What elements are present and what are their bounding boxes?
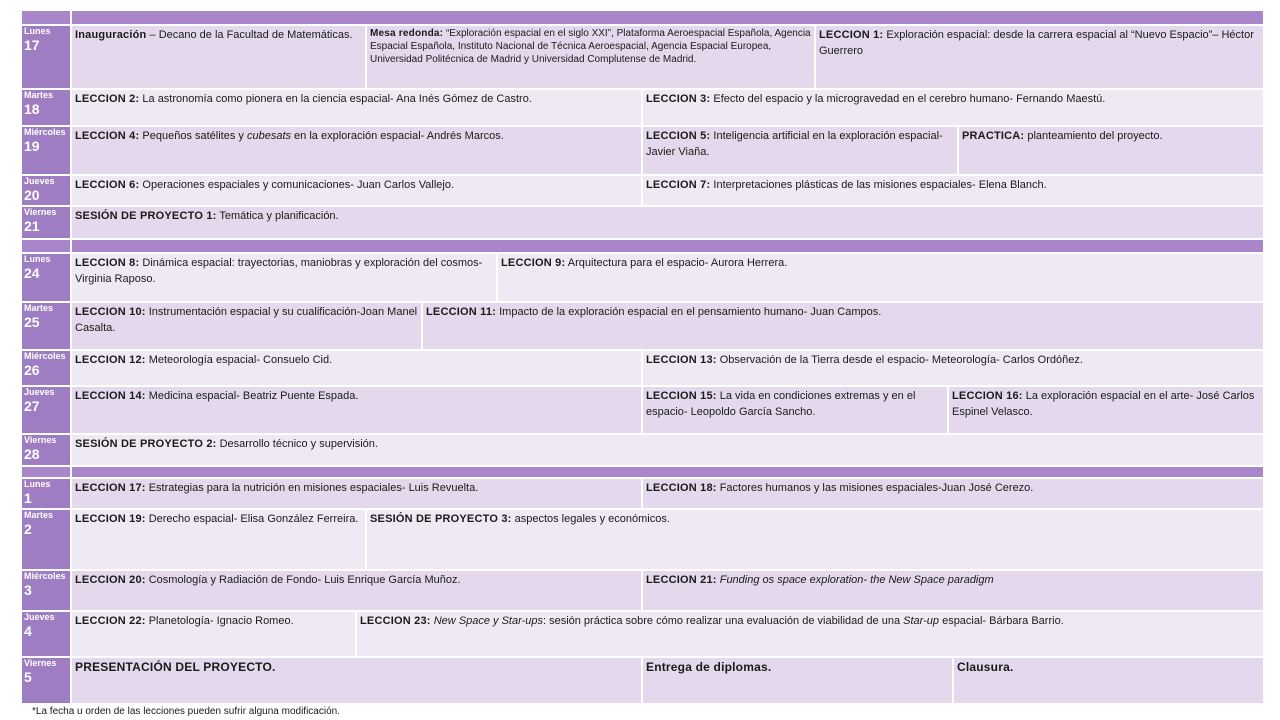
session-label: LECCION 16: — [952, 390, 1023, 402]
day-label-cell — [21, 386, 71, 434]
session-label: Entrega de diplomas. — [646, 660, 772, 674]
session-description: Desarrollo técnico y supervisión. — [216, 438, 378, 450]
weekday-name: Lunes — [24, 26, 51, 36]
session-description: Observación de la Tierra desde el espacio- Meteorología- Carlos Ordóñez. — [716, 354, 1083, 366]
day-label-cell — [21, 206, 71, 239]
session-cell — [958, 126, 1264, 175]
day-label-cell — [21, 253, 71, 302]
session-cell — [356, 611, 1264, 657]
weekday-name: Viernes — [24, 207, 57, 217]
week-separator — [71, 466, 1264, 478]
week-separator-day-col — [21, 10, 71, 25]
weekday-name: Martes — [24, 510, 54, 520]
session-label: LECCION 2: — [75, 93, 140, 105]
day-label-cell — [21, 175, 71, 206]
session-cell — [71, 302, 422, 350]
footnote: *La fecha u orden de las lecciones pueden sufrir alguna modificación. — [32, 706, 340, 717]
session-label: SESIÓN DE PROYECTO 2: — [75, 438, 217, 450]
session-label: LECCION 9: — [501, 257, 566, 269]
day-number: 1 — [24, 490, 32, 506]
session-description: Efecto del espacio y la microgravedad en el cerebro humano- Fernando Maestú. — [710, 93, 1106, 105]
session-description: La exploración espacial en el arte- José Carlos Espinel Velasco. — [952, 390, 1255, 418]
session-label: LECCION 21: — [646, 574, 717, 586]
weekday-name: Jueves — [24, 387, 55, 397]
weekday-name: Miércoles — [24, 351, 66, 361]
day-number: 21 — [24, 218, 40, 234]
day-number: 24 — [24, 265, 40, 281]
session-cell — [71, 25, 366, 89]
day-label-cell — [21, 611, 71, 657]
session-label: LECCION 5: — [646, 130, 711, 142]
day-label-cell — [21, 89, 71, 126]
session-cell — [71, 175, 642, 206]
session-cell — [642, 89, 1264, 126]
day-number: 20 — [24, 187, 40, 203]
week-separator-day-col — [21, 466, 71, 478]
session-description: – Decano de la Facultad de Matemáticas. — [146, 29, 353, 41]
session-description: Instrumentación espacial y su cualificación-Joan Manel Casalta. — [75, 306, 418, 334]
session-label: LECCION 17: — [75, 482, 146, 494]
day-number: 27 — [24, 398, 40, 414]
day-number: 18 — [24, 101, 40, 117]
day-number: 3 — [24, 582, 32, 598]
day-number: 5 — [24, 669, 32, 685]
session-description: Planetología- Ignacio Romeo. — [145, 615, 294, 627]
day-label-cell — [21, 570, 71, 611]
session-cell — [71, 509, 366, 570]
session-label: LECCION 4: — [75, 130, 140, 142]
weekday-name: Lunes — [24, 254, 51, 264]
session-label: LECCION 7: — [646, 179, 711, 191]
session-description: Factores humanos y las misiones espaciales-Juan José Cerezo. — [716, 482, 1034, 494]
session-description: aspectos legales y económicos. — [511, 513, 670, 525]
session-label: LECCION 3: — [646, 93, 711, 105]
week-separator — [71, 239, 1264, 253]
day-label-cell — [21, 350, 71, 386]
session-description: Funding os space exploration- the New Space paradigm — [719, 574, 994, 586]
day-number: 26 — [24, 362, 40, 378]
weekday-name: Jueves — [24, 612, 55, 622]
session-label: SESIÓN DE PROYECTO 1: — [75, 210, 217, 222]
session-cell — [422, 302, 1264, 350]
session-label: LECCION 12: — [75, 354, 146, 366]
session-cell — [366, 25, 815, 89]
session-label: LECCION 6: — [75, 179, 140, 191]
session-description: Temática y planificación. — [216, 210, 339, 222]
day-label-cell — [21, 25, 71, 89]
day-label-cell — [21, 126, 71, 175]
session-label: LECCION 22: — [75, 615, 146, 627]
day-number: 28 — [24, 446, 40, 462]
day-number: 19 — [24, 138, 40, 154]
session-label: PRESENTACIÓN DEL PROYECTO. — [75, 660, 276, 674]
session-description: Medicina espacial- Beatriz Puente Espada. — [145, 390, 359, 402]
session-label: LECCION 11: — [426, 306, 497, 318]
session-description: La vida en condiciones extremas y en el espacio- Leopoldo García Sancho. — [646, 390, 916, 418]
session-label: LECCION 20: — [75, 574, 146, 586]
session-cell — [71, 350, 642, 386]
session-label: LECCION 10: — [75, 306, 146, 318]
session-cell — [71, 89, 642, 126]
session-description: planteamiento del proyecto. — [1024, 130, 1163, 142]
session-cell — [71, 386, 642, 434]
session-description: Interpretaciones plásticas de las misiones espaciales- Elena Blanch. — [710, 179, 1047, 191]
week-separator — [71, 10, 1264, 25]
session-label: LECCION 1: — [819, 29, 884, 41]
weekday-name: Martes — [24, 90, 54, 100]
session-cell — [953, 657, 1264, 704]
session-label: LECCION 19: — [75, 513, 146, 525]
session-description: Inteligencia artificial en la exploración espacial- Javier Viaña. — [646, 130, 943, 158]
session-label: LECCION 13: — [646, 354, 717, 366]
session-description: “Exploración espacial en el siglo XXI”, Plataforma Aeroespacial Española, Agencia Espacial Española, Instituto Nacional de Técnica Aeroespacial, Agencia Espacial Europea, Universidad Politécnica de Madrid y Universidad Complutense de Madrid. — [370, 28, 811, 65]
weekday-name: Viernes — [24, 658, 57, 668]
session-cell — [642, 386, 948, 434]
session-description: Pequeños satélites y cubesats en la exploración espacial- Andrés Marcos. — [139, 130, 504, 142]
day-label-cell — [21, 478, 71, 509]
session-cell — [948, 386, 1264, 434]
session-description: Impacto de la exploración espacial en el pensamiento humano- Juan Campos. — [496, 306, 882, 318]
weekday-name: Martes — [24, 303, 54, 313]
session-cell — [71, 126, 642, 175]
session-cell — [71, 478, 642, 509]
session-cell — [71, 570, 642, 611]
session-description: Meteorología espacial- Consuelo Cid. — [145, 354, 333, 366]
session-cell — [71, 206, 1264, 239]
weekday-name: Miércoles — [24, 127, 66, 137]
session-description: Exploración espacial: desde la carrera espacial al “Nuevo Espacio”– Héctor Guerrero — [819, 29, 1254, 57]
day-label-cell — [21, 509, 71, 570]
session-label: LECCION 18: — [646, 482, 717, 494]
session-cell — [642, 570, 1264, 611]
session-label: SESIÓN DE PROYECTO 3: — [370, 513, 512, 525]
session-cell — [497, 253, 1264, 302]
day-number: 17 — [24, 37, 40, 53]
session-description: Cosmología y Radiación de Fondo- Luis Enrique García Muñoz. — [145, 574, 461, 586]
session-description: Operaciones espaciales y comunicaciones- Juan Carlos Vallejo. — [139, 179, 455, 191]
weekday-name: Miércoles — [24, 571, 66, 581]
session-description: Derecho espacial- Elisa González Ferreira. — [145, 513, 359, 525]
weekday-name: Lunes — [24, 479, 51, 489]
session-label: LECCION 8: — [75, 257, 140, 269]
session-description: La astronomía como pionera en la ciencia espacial- Ana Inés Gómez de Castro. — [139, 93, 532, 105]
session-description: Estrategias para la nutrición en misiones espaciales- Luis Revuelta. — [145, 482, 479, 494]
session-cell — [642, 350, 1264, 386]
session-cell — [71, 434, 1264, 466]
day-label-cell — [21, 434, 71, 466]
session-label: Clausura. — [957, 660, 1014, 674]
session-cell — [642, 478, 1264, 509]
session-label: Inauguración — [75, 29, 147, 41]
session-description: Dinámica espacial: trayectorias, maniobras y exploración del cosmos- Virginia Raposo. — [75, 257, 483, 285]
day-label-cell — [21, 657, 71, 704]
session-cell — [642, 126, 958, 175]
session-cell — [71, 657, 642, 704]
session-cell — [642, 657, 953, 704]
session-cell — [71, 253, 497, 302]
session-label: LECCION 15: — [646, 390, 717, 402]
session-label: PRACTICA: — [962, 130, 1025, 142]
session-cell — [71, 611, 356, 657]
session-cell — [642, 175, 1264, 206]
session-description: Arquitectura para el espacio- Aurora Herrera. — [565, 257, 788, 269]
day-number: 25 — [24, 314, 40, 330]
weekday-name: Viernes — [24, 435, 57, 445]
session-cell — [815, 25, 1264, 89]
session-description: New Space y Star-ups: sesión práctica sobre cómo realizar una evaluación de viabilidad de una Star-up espacial- Bárbara Barrio. — [433, 615, 1064, 627]
session-label: Mesa redonda: — [370, 28, 444, 39]
day-label-cell — [21, 302, 71, 350]
weekday-name: Jueves — [24, 176, 55, 186]
day-number: 4 — [24, 623, 32, 639]
week-separator-day-col — [21, 239, 71, 253]
session-label: LECCION 14: — [75, 390, 146, 402]
day-number: 2 — [24, 521, 32, 537]
session-label: LECCION 23: — [360, 615, 431, 627]
session-cell — [366, 509, 1264, 570]
